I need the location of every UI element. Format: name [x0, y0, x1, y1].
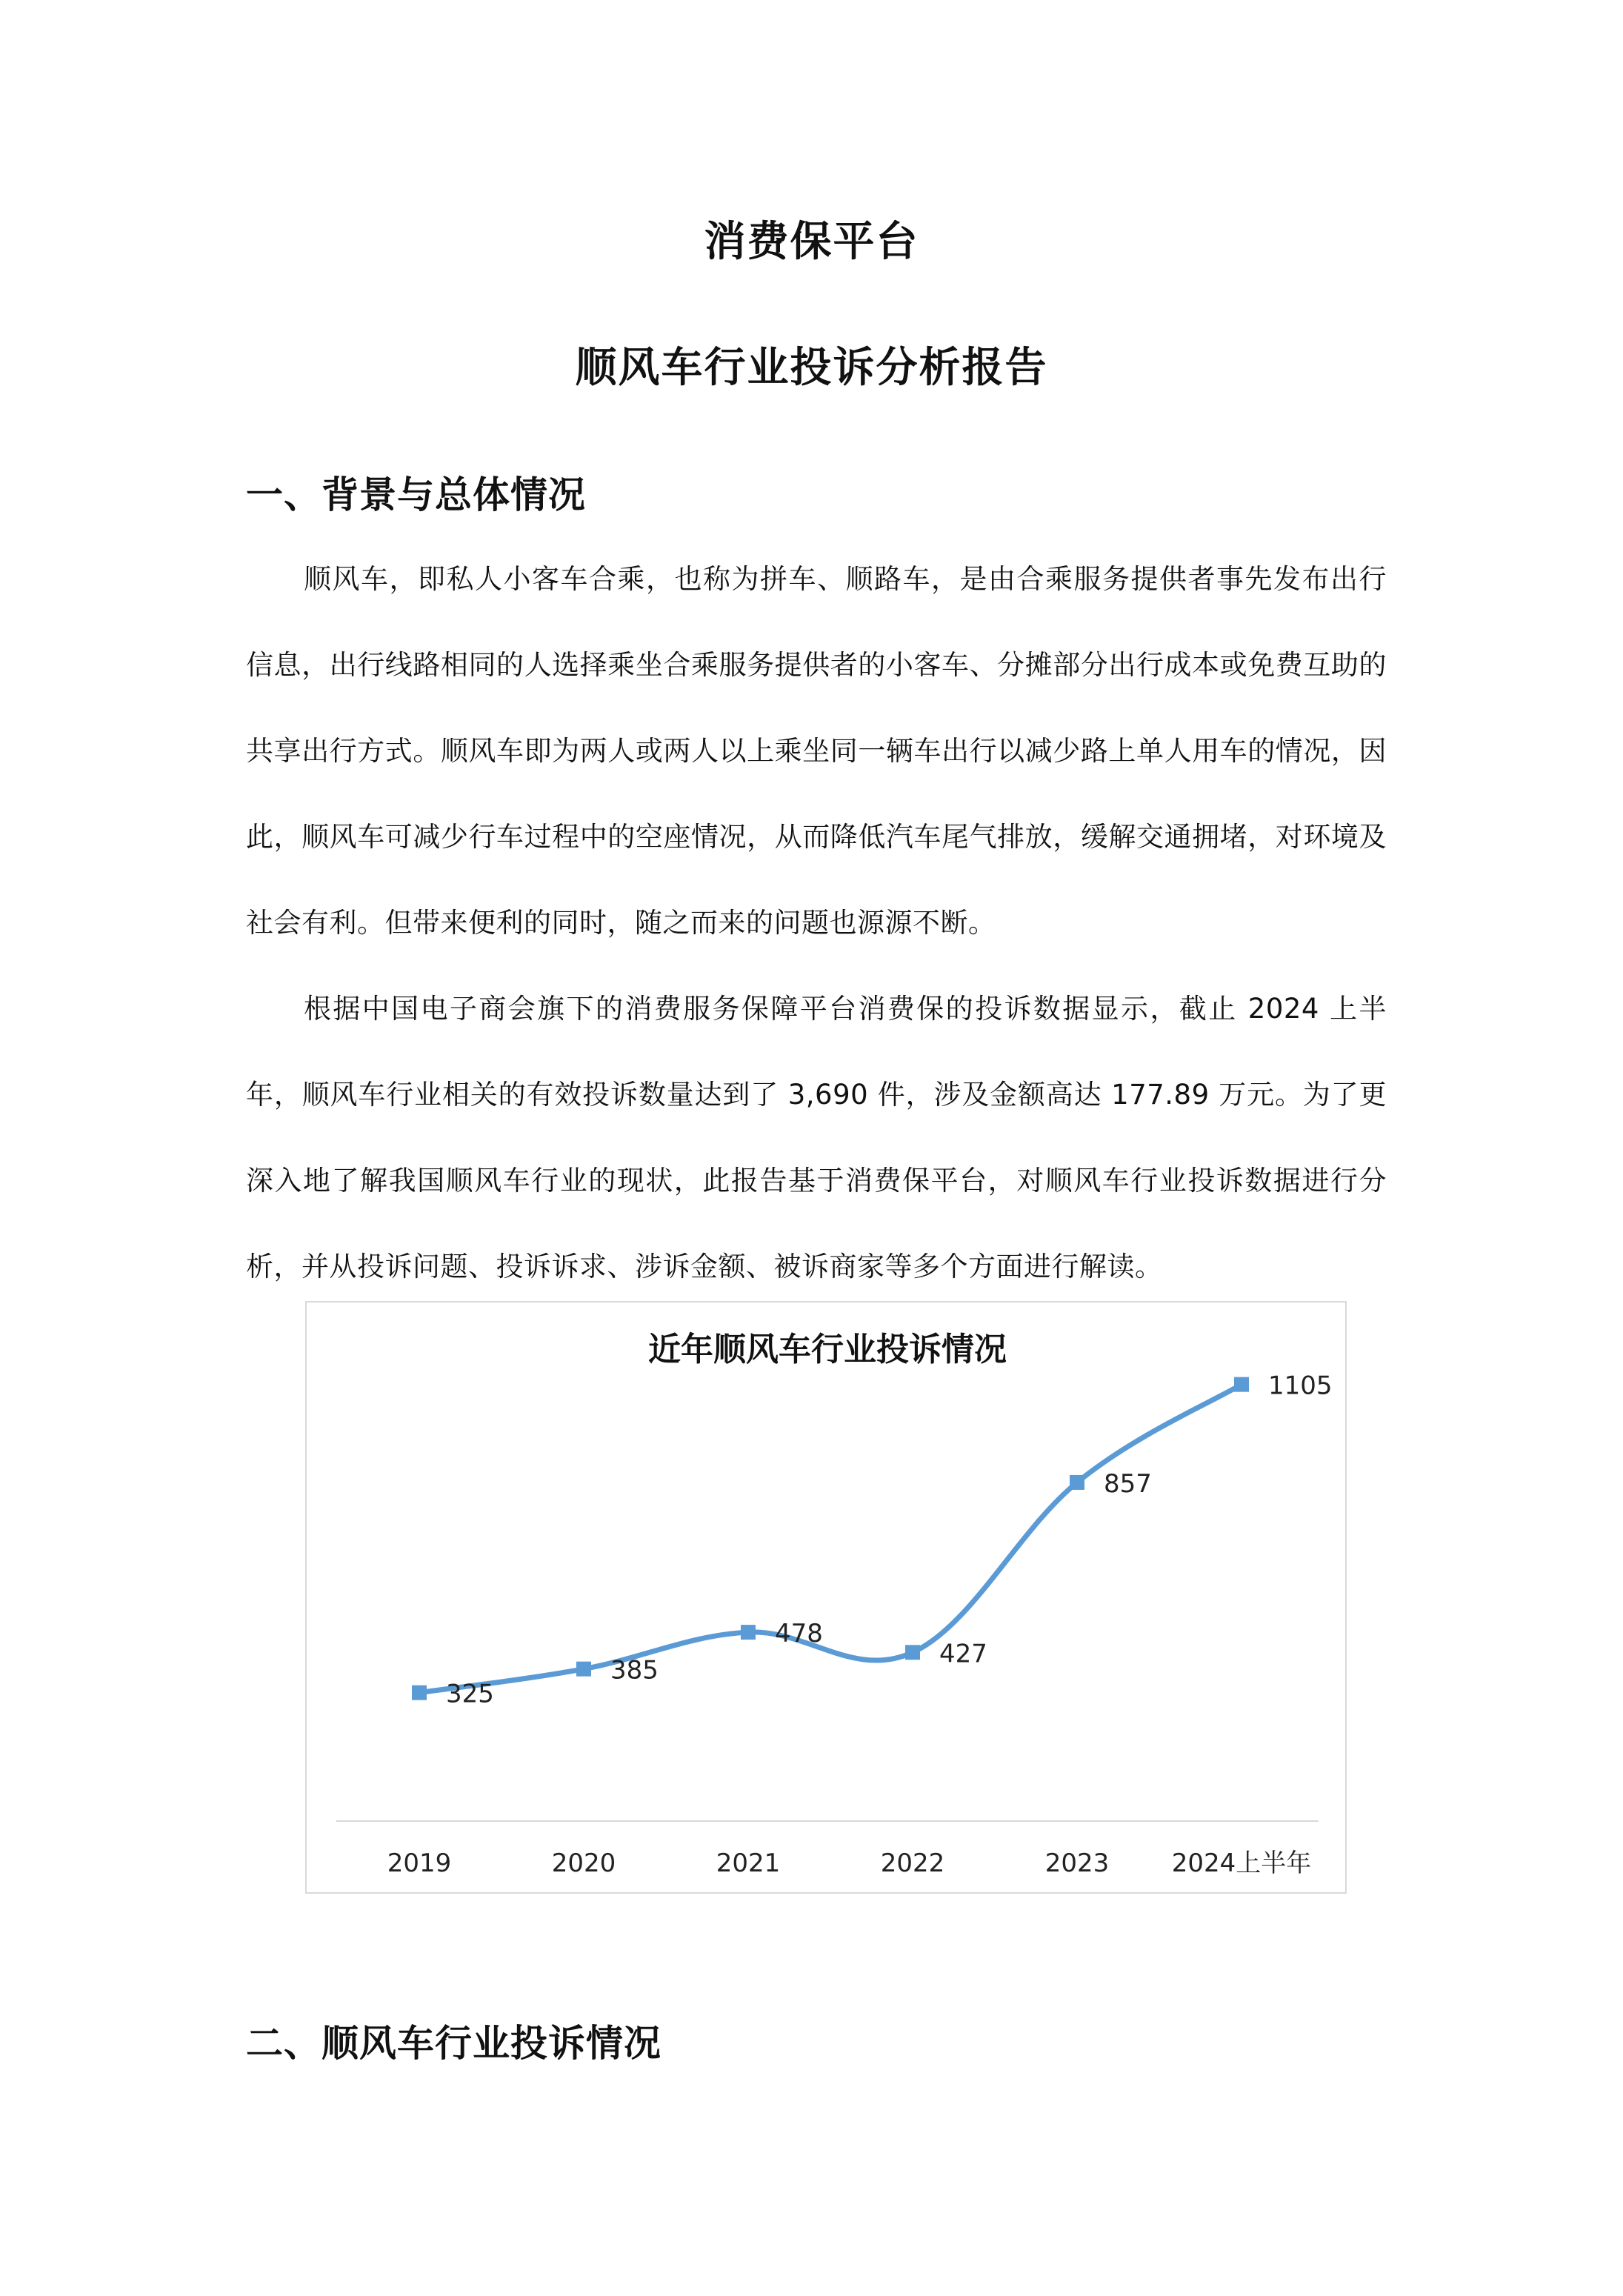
complaints-line-chart: [305, 1301, 1347, 1894]
chart-title: 近年顺风车行业投诉情况: [648, 1331, 1007, 1368]
data-label-2024上半年: 1105: [1268, 1371, 1333, 1401]
x-tick-label-2022: 2022: [880, 1849, 945, 1878]
report-title-line2: 顺风车行业投诉分析报告: [575, 344, 1048, 392]
series-line: [419, 1385, 1242, 1693]
section2-heading: 二、顺风车行业投诉情况: [246, 2022, 661, 2065]
x-tick-label-2021: 2021: [716, 1849, 781, 1878]
data-label-2020: 385: [610, 1655, 659, 1686]
data-point-2020: [576, 1662, 591, 1677]
data-point-2024上半年: [1234, 1377, 1249, 1392]
data-point-2023: [1070, 1475, 1084, 1490]
data-label-2021: 478: [775, 1619, 823, 1649]
x-tick-label-2023: 2023: [1044, 1849, 1110, 1878]
x-tick-label-2024上半年: 2024上半年: [1171, 1849, 1312, 1878]
section1-paragraph2: 根据中国电子商会旗下的消费服务保障平台消费保的投诉数据显示，截止 2024 上半年，顺风车行业相关的有效投诉数量达到了 3,690 件，涉及金额高达 177.89 万元。为了更深入地了解我国顺风车行业的现状，此报告基于消费保平台，对顺风车行业投诉数据进行分析，并从投诉问题、投诉诉求、涉诉金额、被诉商家等多个方面进行解读。: [246, 993, 1387, 1282]
data-point-2022: [905, 1645, 920, 1660]
data-label-2023: 857: [1104, 1468, 1152, 1499]
data-label-2019: 325: [446, 1679, 494, 1709]
section1-paragraph1: 顺风车，即私人小客车合乘，也称为拼车、顺路车，是由合乘服务提供者事先发布出行信息，出行线路相同的人选择乘坐合乘服务提供者的小客车、分摊部分出行成本或免费互助的共享出行方式。顺风车即为两人或两人以上乘坐同一辆车出行以减少路上单人用车的情况，因此，顺风车可减少行车过程中的空座情况，从而降低汽车尾气排放，缓解交通拥堵，对环境及社会有利。但带来便利的同时，随之而来的问题也源源不断。: [246, 563, 1387, 939]
chart-svg: [307, 1302, 1348, 1895]
x-tick-label-2019: 2019: [387, 1849, 452, 1878]
data-label-2022: 427: [939, 1639, 987, 1669]
data-point-2021: [741, 1625, 756, 1640]
section1-heading: 一、背景与总体情况: [246, 473, 586, 516]
report-title-line1: 消费保平台: [704, 218, 919, 266]
x-tick-label-2020: 2020: [551, 1849, 616, 1878]
data-point-2019: [412, 1686, 427, 1700]
